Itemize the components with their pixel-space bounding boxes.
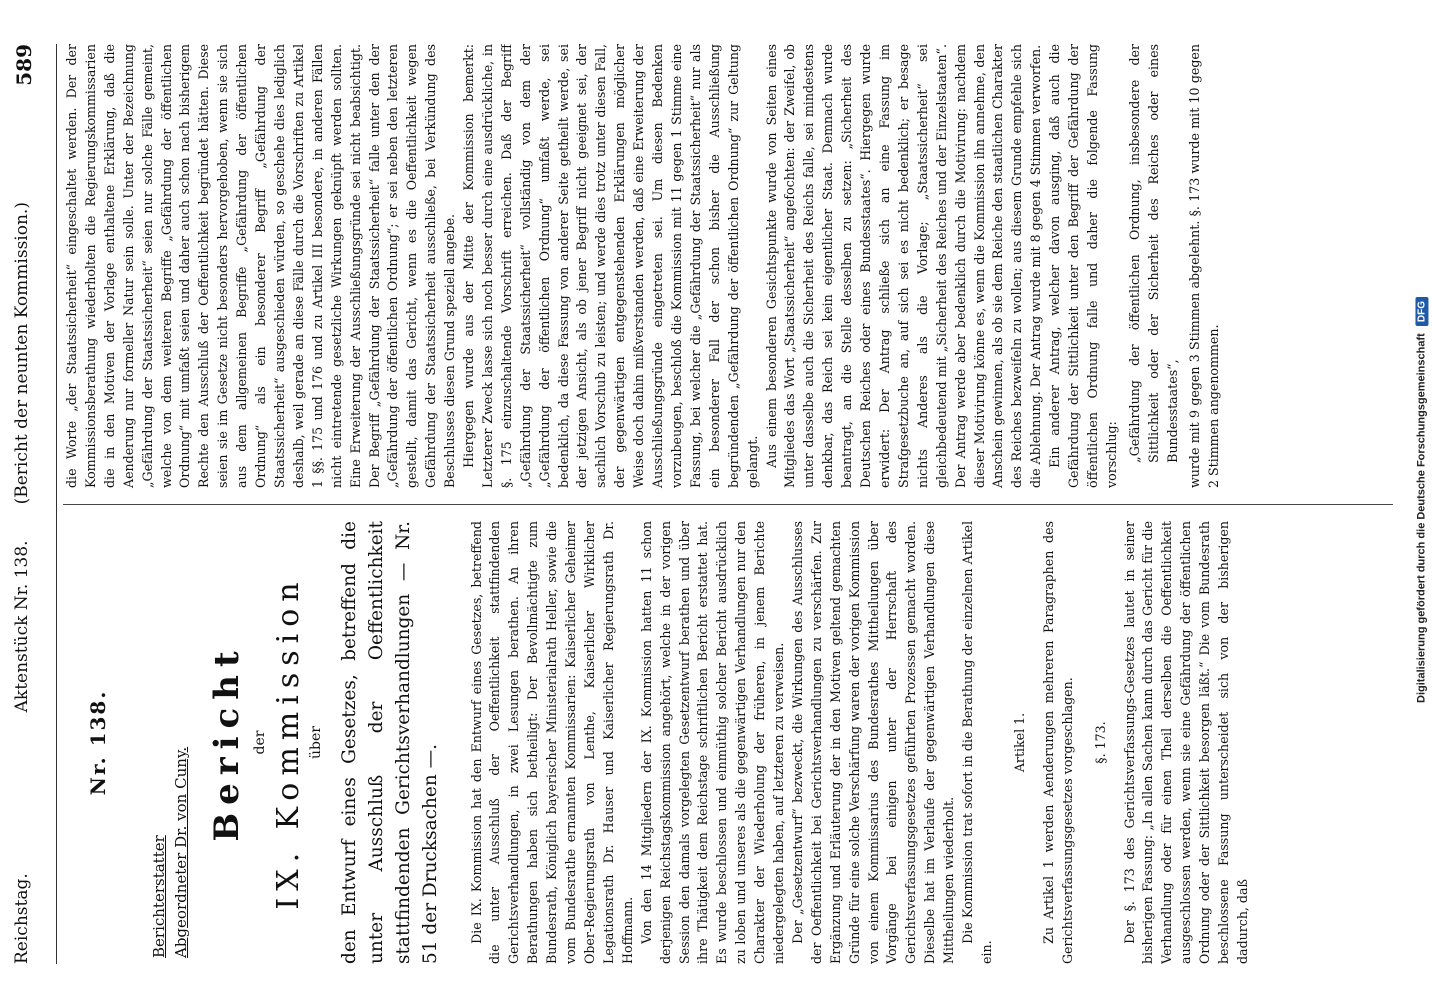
header-right [12, 44, 36, 522]
credit-text: Digitalisierung gefördert durch die Deutsche Forschungsgemeinschaft [1415, 333, 1428, 703]
header-title: (Bericht der neunten Kommission.) [12, 202, 32, 505]
paragraph: Der „Gesetzentwurf“ bezweckt, die Wirkungen des Ausschlusses der Oeffentlichkeit bei Gerichtsverhandlungen zu verschärfen. Zur Ergänzung und Erläuterung der in den Motiven geltend gemachten Gründe für eine solche Verschärfung waren der vorigen Kommission von einem Kommissarius des Bundesrathes Mittheilungen über Vorgänge bei einigen unter der Herrschaft des Gerichtsverfassungsgesetzes geführten Prozessen gemacht worden. Dieselbe hat im Verlaufe der gegenwärtigen Verhandlungen diese Mittheilungen wiederholt. [789, 521, 957, 964]
paragraph: Die IX. Kommission hat den Entwurf eines Gesetzes, betreffend die unter Ausschluß der Oeffentlichkeit stattfindenden Gerichtsverhandlungen, in zwei Lesungen berathen. An ihren Berathungen haben sich betheiligt: Der Bevollmächtigte zum Bundesrath, Königlich bayerischer Ministerialrath Heller, sowie die vom Bundesrathe ernannten Kommissarien: Kaiserlicher Geheimer Ober-Regierungsrath von Lenthe, Kaiserlicher Wirklicher Legationsrath Dr. Hauser und Kaiserlicher Regierungsrath Dr. Hoffmann. [468, 521, 635, 964]
left-column [63, 504, 1393, 964]
reporter-name: Abgeordneter Dr. von Cuny. [171, 746, 190, 958]
right-column [63, 44, 1393, 504]
paragraph: Ein anderer Antrag, welcher davon ausging, daß auch die Gefährdung der Sittlichkeit unter den Begriff der Gefährdung der öffentlichen Ordnung falle und daher die folgende Fassung vorschlug: [1047, 44, 1119, 488]
commission-title: IX. Kommission [270, 575, 306, 910]
paragraph: die Worte „der Staatssicherheit“ eingeschaltet werden. Der der Kommissionsberathung wiederholten die Regierungskommissarien die in den Motiven der Vorlage enthaltene Erklärung, daß die Aenderung nur formeller Natur sein solle. Unter der Bezeichnung „Gefährdung der Staatssicherheit“ seien nur solche Fälle gemeint, welche von dem weiteren Begriffe „Gefährdung der öffentlichen Ordnung“ mit umfaßt seien und daher auch schon nach bisherigem Rechte den Ausschluß der Oeffentlichkeit begründet hätten. Diese seien sie im Gesetze nicht besonders hervorgehoben, wenn sie sich aus dem allgemeinen Begriffe „Gefährdung der öffentlichen Ordnung“ als ein besonderer Begriff „Gefährdung der Staatssicherheit“ ausgeschieden würden, so geschehe dies lediglich deshalb, weil gerade an diese Fälle durch die Vorschriften zu Artikel 1 §§. 175 und 176 und zu Artikel III besondere, in anderen Fällen nicht eintretende gesetzliche Wirkungen geknüpft werden sollten. Eine Erweiterung der Ausschließungsgründe sei nicht beabsichtigt. Der Begriff „Gefährdung der Staatssicherheit“ falle unter den der „Gefährdung der öffentlichen Ordnung“; er sei neben den letzteren gestellt, damit das Gericht, wenn es die Oeffentlichkeit wegen Gefährdung der Staatssicherheit ausschließe, bei Verkündung des Beschlusses diesen Grund speziell angebe. [64, 44, 458, 488]
digitization-credit [1416, 297, 1429, 703]
paragraph: Von den 14 Mitgliedern der IX. Kommission hatten 11 schon derjenigen Reichstagskommission angehört, welche in der vorigen Session den damals vorgelegten Gesetzentwurf berathen und über ihre Thätigkeit dem Reichstage schriftlichen Bericht erstattet hat. Es wurde beschlossen und einmüthig solcher Bericht ausdrücklich zu loben und unseres als die gegenwärtigen Verhandlungen nur den Charakter der Wiederholung der früheren, in jenem Berichte niedergelegten haben, auf letzteren zu verweisen. [638, 521, 787, 964]
report-title: Bericht [206, 643, 247, 842]
ueber-label: über [307, 726, 324, 759]
paragraph: Die Kommission trat sofort in die Berathung der einzelnen Artikel ein. [960, 521, 994, 964]
section-text: Der §. 173 des Gerichtsverfassungs-Gesetzes lautet in seiner bisherigen Fassung: „In allen Sachen kann durch das Gericht für die Verhandlung oder für einen Theil derselben die Oeffentlichkeit ausgeschlossen werden, wenn sie eine Gefährdung der öffentlichen Ordnung oder der Sittlichkeit besorgen läßt.“ Die vom Bundesrath beschlossene Fassung unterscheidet sich von der bisherigen dadurch, daß [1121, 521, 1250, 964]
header-aktenstueck: Aktenstück Nr. 138. [12, 540, 32, 713]
page-number: 589 [12, 44, 36, 86]
der-label: der [251, 730, 268, 755]
header-left [12, 522, 32, 964]
report-subject: den Entwurf eines Gesetzes, betreffend die unter Ausschluß der Oeffentlichkeit stattfindenden Gerichtsverhandlungen — Nr. 51 der Drucksachen —. [338, 521, 441, 964]
reporter-role: Berichterstatter [149, 835, 168, 958]
reporter-block [148, 521, 192, 958]
article-intro: Zu Artikel 1 werden Aenderungen mehreren Paragraphen des Gerichtsverfassungsgesetzes vorgeschlagen. [1040, 521, 1075, 964]
quoted-wording: „Gefährdung der öffentlichen Ordnung, insbesondere der Sittlichkeit oder der Sicherheit des Reiches oder eines Bundesstaates“, [1126, 44, 1180, 463]
dfg-logo: DFG [1416, 297, 1429, 326]
document-number: Nr. 138. [86, 689, 110, 796]
article-heading: Artikel 1. [1011, 712, 1027, 773]
page-header [12, 44, 57, 964]
section-heading: §. 173. [1092, 721, 1108, 764]
closing-paragraph: wurde mit 9 gegen 3 Stimmen abgelehnt. §. 173 wurde mit 10 gegen 2 Stimmen angenommen. [1187, 44, 1222, 488]
paragraph: Hiergegen wurde aus der Mitte der Kommission bemerkt: Letzterer Zweck lasse sich noch besser durch eine ausdrückliche, in §. 175 einzuschaltende Vorschrift erreichen. Daß der Begriff „Gefährdung der Staatssicherheit“ vollständig von dem der „Gefährdung der öffentlichen Ordnung“ umfaßt werde, sei bedenklich, da diese Fassung von anderer Seite getheilt werde, sei der jetzigen Ansicht, als ob jener Begriff nicht geeignet sei, der sachlich Vorschub zu leisten; und werde dies trotz unter diesen Fall, der gegenwärtigen entgegenstehenden Erklärungen möglicher Weise doch dahin mißverstanden werden, daß eine Erweiterung der Ausschließungsgründe eingetreten sei. Um diesen Bedenken vorzubeugen, beschloß die Kommission mit 11 gegen 1 Stimme eine Fassung, bei welcher die „Gefährdung der Staatssicherheit“ nur als ein besonderer Fall der schon bisher die Ausschließung begründenden „Gefährdung der öffentlichen Ordnung“ zur Geltung gelangt. [461, 44, 760, 488]
header-reichstag: Reichstag. [12, 873, 32, 964]
text-columns [63, 44, 1393, 964]
paragraph: Aus einem besonderen Gesichtspunkte wurde von Seiten eines Mitgliedes das Wort „Staatssicherheit“ angefochten: der Zweifel, ob unter dasselbe auch die Sicherheit des Reichs falle, sei mindestens denkbar, das Reich sei kein eigentlicher Staat. Demnach wurde beantragt, an die Stelle desselben zu setzen: „Sicherheit des Deutschen Reiches oder eines Bundesstaates“. Hiergegen wurde erwidert: Der Antrag schließe sich an eine Fassung im Strafgesetzbuche an, auf sich sei es nicht bedenklich; er besage nichts Anderes als die Vorlage; „Staatssicherheit“ sei gleichbedeutend mit „Sicherheit des Reiches und der Einzelstaaten“. Der Antrag werde aber bedenklich durch die Motivirung: nachdem dieser Motivirung könne es, wenn die Kommission ihn annehme, den Anschein gewinnen, als ob sie dem Reiche den staatlichen Charakter des Reiches bezweifeln zu wollen; aus diesem Grunde empfehle sich die Ablehnung. Der Antrag wurde mit 8 gegen 4 Stimmen verworfen. [763, 44, 1044, 488]
